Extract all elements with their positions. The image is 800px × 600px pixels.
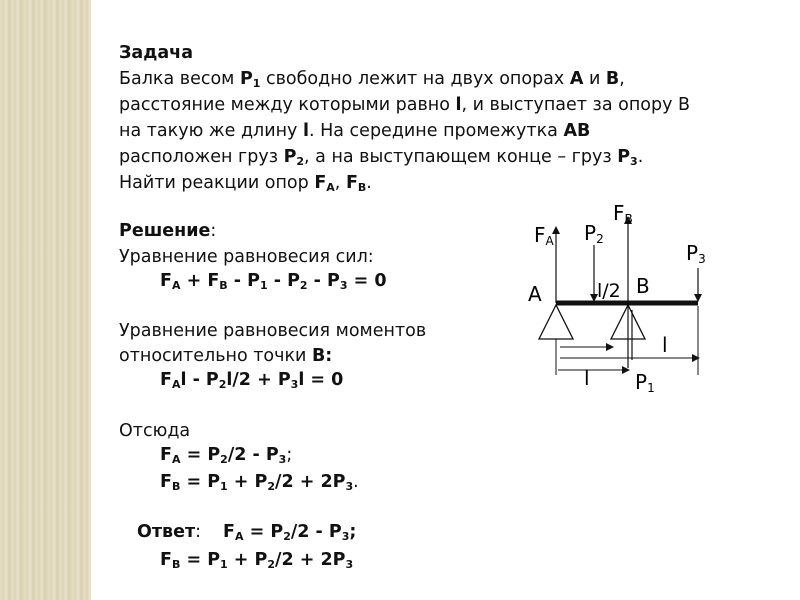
result-fb: $F_B = P_1 + P_2/2 + 2P_3$. bbox=[160, 472, 359, 493]
moments-equation: $F_Al - P_2l/2 + P_3l = 0$ bbox=[160, 370, 344, 391]
label-half-l: l/2 bbox=[597, 280, 621, 302]
label-l-span: l bbox=[584, 366, 590, 390]
answer-line-1: Ответ: $F_A = P_2/2 - P_3$; bbox=[137, 522, 357, 543]
label-l-overhang: l bbox=[662, 333, 668, 357]
task-line-3: на такую же длину l. На середине промежутка AB bbox=[119, 121, 591, 141]
decorative-side-stripe bbox=[0, 0, 91, 600]
label-a: A bbox=[528, 282, 542, 306]
answer-line-2: $F_B = P_1 + P_2/2 + 2P_3$ bbox=[160, 550, 354, 571]
task-heading: Задача bbox=[119, 43, 194, 63]
label-b: B bbox=[636, 274, 650, 298]
forces-equation: $F_A + F_B - P_1 - P_2 - P_3 = 0$ bbox=[160, 271, 387, 292]
task-line-4: расположен груз $P_2$, а на выступающем конце – груз $P_3$. bbox=[119, 147, 644, 168]
task-line-2: расстояние между которыми равно l, и выступает за опору В bbox=[119, 95, 691, 115]
support-a bbox=[539, 305, 573, 339]
label-p3: P3 bbox=[686, 241, 706, 266]
task-line-1: Балка весом $P_1$ свободно лежит на двух опорах A и B, bbox=[119, 69, 625, 90]
label-fb: FB bbox=[613, 201, 633, 226]
beam-diagram bbox=[510, 190, 740, 410]
forces-label: Уравнение равновесия сил: bbox=[119, 247, 374, 267]
label-p2: P2 bbox=[584, 221, 604, 246]
hence-label: Отсюда bbox=[119, 421, 191, 441]
moments-label-2: относительно точки B: bbox=[119, 346, 333, 366]
label-fa: FA bbox=[534, 223, 554, 248]
solution-heading: Решение: bbox=[119, 221, 217, 241]
result-fa: $F_A = P_2/2 - P_3$; bbox=[160, 445, 293, 466]
label-p1: P1 bbox=[635, 370, 655, 395]
task-line-5: Найти реакции опор $F_A$, $F_B$. bbox=[119, 173, 372, 194]
moments-label-1: Уравнение равновесия моментов bbox=[119, 321, 427, 341]
